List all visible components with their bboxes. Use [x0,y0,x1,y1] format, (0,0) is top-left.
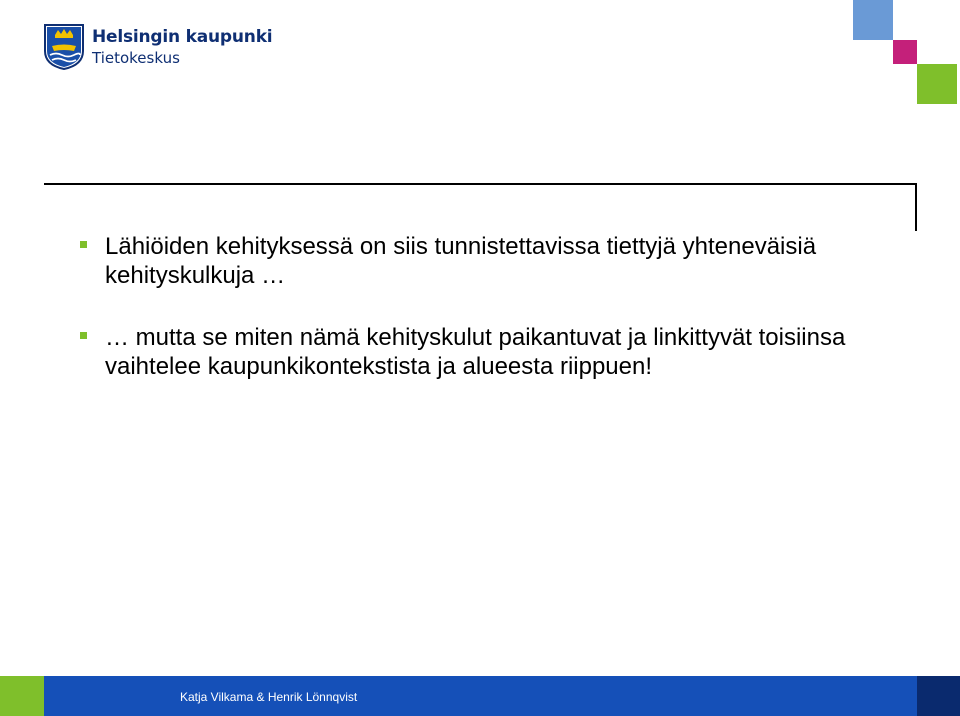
bullet-text: … mutta se miten nämä kehityskulut paikantuvat ja linkittyvät toisiinsa vaihtelee kaupunkikontekstista ja alueesta riippuen! [105,324,846,380]
helsinki-logo [44,24,273,72]
logo-subtitle: Tietokeskus [92,49,180,67]
bullet-item [80,323,930,381]
title-divider-end [915,183,917,231]
footer-bar [0,676,960,716]
helsinki-crest-icon [44,24,84,70]
square-bullet-icon [80,241,87,248]
bullet-text: Lähiöiden kehityksessä on siis tunnistettavissa tiettyjä yhteneväisiä kehityskulkuja … [105,233,817,289]
logo-title: Helsingin kaupunki [92,27,273,47]
decor-square-green [917,64,957,104]
footer-green-block [0,676,44,716]
title-divider [44,183,917,185]
bullet-list [80,232,930,381]
square-bullet-icon [80,332,87,339]
bullet-item [80,232,930,290]
footer-dark-block [917,676,960,716]
decor-square-pink [893,40,917,64]
decor-square-blue [853,0,893,40]
footer-band [44,676,917,716]
footer-author: Katja Vilkama & Henrik Lönnqvist [180,690,358,704]
